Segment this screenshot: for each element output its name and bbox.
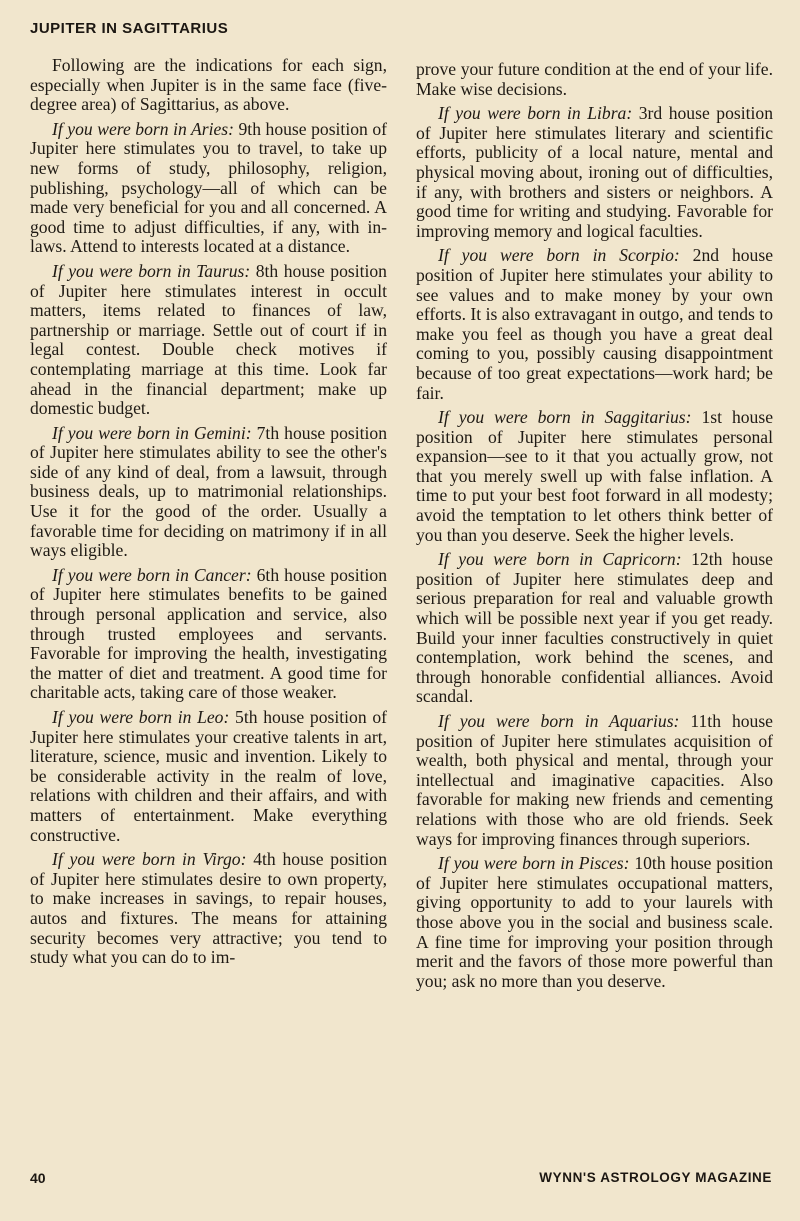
paragraph-virgo-continued: [416, 60, 773, 99]
sign-text: 12th house position of Jupiter here stimulates deep and serious preparation for real and valuable growth which will be possible next year if you get ready. Build your inner faculties constructively in quiet contemplation, work behind the scenes, and through honorable confidential alliances. Avoid scandal.: [416, 549, 773, 707]
sign-lead: If you were born in Leo:: [52, 707, 230, 727]
sign-text: 3rd house position of Jupiter here stimulates literary and scientific efforts, publicity of a local nature, mental and physical moving about, ironing out of difficulties, if any, with brothers and sisters or neighbors. A good time for writing and studying. Favorable for improving memory and logical faculties.: [416, 103, 773, 241]
sign-lead: If you were born in Aquarius:: [438, 711, 680, 731]
paragraph-pisces: [416, 854, 773, 991]
paragraph-libra: [416, 104, 773, 241]
running-head: JUPITER IN SAGITTARIUS: [30, 20, 229, 37]
page-number: 40: [30, 1170, 46, 1186]
intro-paragraph: Following are the indications for each sign, especially when Jupiter is in the same face (five-degree area) of Sagittarius, as above.: [30, 55, 387, 115]
sign-lead: If you were born in Capricorn:: [438, 549, 682, 570]
paragraph-cancer: [30, 566, 387, 703]
sign-text: 5th house position of Jupiter here stimulates your creative talents in art, literature, science, music and invention. Likely to be considerable activity in the realm of love, relations with children and their affairs, and with matters of entertainment. Make everything constructive.: [30, 707, 387, 845]
paragraph-aries: [30, 120, 387, 257]
sign-text: 11th house position of Jupiter here stimulates acquisition of wealth, both physical and mental, through your intellectual and imaginative capacities. Also favorable for making new friends and cementing relations with those who are old friends. Seek ways for improving finances through superiors.: [416, 711, 773, 849]
sign-lead: If you were born in Taurus:: [52, 260, 251, 281]
sign-lead: If you were born in Scorpio:: [438, 245, 680, 266]
sign-text: prove your future condition at the end of your life. Make wise decisions.: [416, 59, 773, 99]
magazine-title: WYNN'S ASTROLOGY MAGAZINE: [539, 1170, 772, 1185]
paragraph-sagittarius: [416, 408, 773, 545]
sign-text: 4th house position of Jupiter here stimulates desire to own property, to make increases in savings, to repair houses, autos and fixtures. The means for attaining security becomes very attractive; you tend to study what you can do to im-: [30, 849, 387, 968]
right-column: [416, 60, 773, 996]
paragraph-taurus: [30, 262, 387, 419]
paragraph-virgo: [30, 850, 387, 968]
sign-lead: If you were born in Saggitarius:: [438, 407, 692, 428]
sign-text: 2nd house position of Jupiter here stimulates your ability to see values and to make money by your own efforts. It is also extravagant in outgo, and tends to make you feel as though you have a great deal coming to you, possibly causing disappointment because of too great expectations—work hard; be fair.: [416, 245, 774, 403]
sign-lead: If you were born in Cancer:: [52, 564, 252, 585]
sign-lead: If you were born in Virgo:: [52, 849, 247, 870]
paragraph-leo: [30, 708, 387, 845]
sign-text: 7th house position of Jupiter here stimulates ability to see the other's side of any kind of deal, from a lawsuit, through business deals, up to matrimonial relationships. Use it for the good of the order. Usually a favorable time for deciding on matrimony if in all ways eligible.: [30, 422, 387, 561]
paragraph-scorpio: [416, 246, 773, 403]
sign-lead: If you were born in Pisces:: [438, 853, 630, 874]
sign-text: 10th house position of Jupiter here stimulates occupational matters, giving opportunity to add to your laurels with those above you in the social and business scale. A fine time for improving your position through merit and the favors of those more powerful than you; ask no more than you deserve.: [416, 853, 773, 991]
paragraph-capricorn: [416, 550, 773, 707]
sign-text: 6th house position of Jupiter here stimulates benefits to be gained through personal application and service, also through trusted employees and servants. Favorable for improving the health, investigating the matter of diet and treatment. A good time for charitable acts, taking care of those weaker.: [30, 564, 387, 703]
sign-lead: If you were born in Aries:: [52, 118, 234, 139]
sign-text: 9th house position of Jupiter here stimulates you to travel, to take up new forms of study, philosophy, religion, publishing, psychology—all of which can be made very beneficial for you and all concerned. A good time to adjust difficulties, if any, with in-laws. Attend to interests located at a distance.: [30, 118, 387, 257]
sign-lead: If you were born in Gemini:: [52, 422, 252, 443]
sign-text: 8th house position of Jupiter here stimulates interest in occult matters, items related to finances of law, partnership or marriage. Settle out of court if in legal contest. Double check motives if contemplating marriage at this time. Look far ahead in the financial department; make up domestic budget.: [30, 260, 387, 419]
paragraph-gemini: [30, 424, 387, 561]
sign-text: 1st house position of Jupiter here stimulates personal expansion—see to it that you actually grow, not that you merely swell up with false inflation. A time to put your best foot forward in all modesty; avoid the temptation to let others think better of you than you deserve. Seek the higher levels.: [416, 407, 774, 545]
left-column: [30, 56, 387, 973]
sign-lead: If you were born in Libra:: [438, 103, 633, 124]
paragraph-aquarius: [416, 712, 773, 849]
